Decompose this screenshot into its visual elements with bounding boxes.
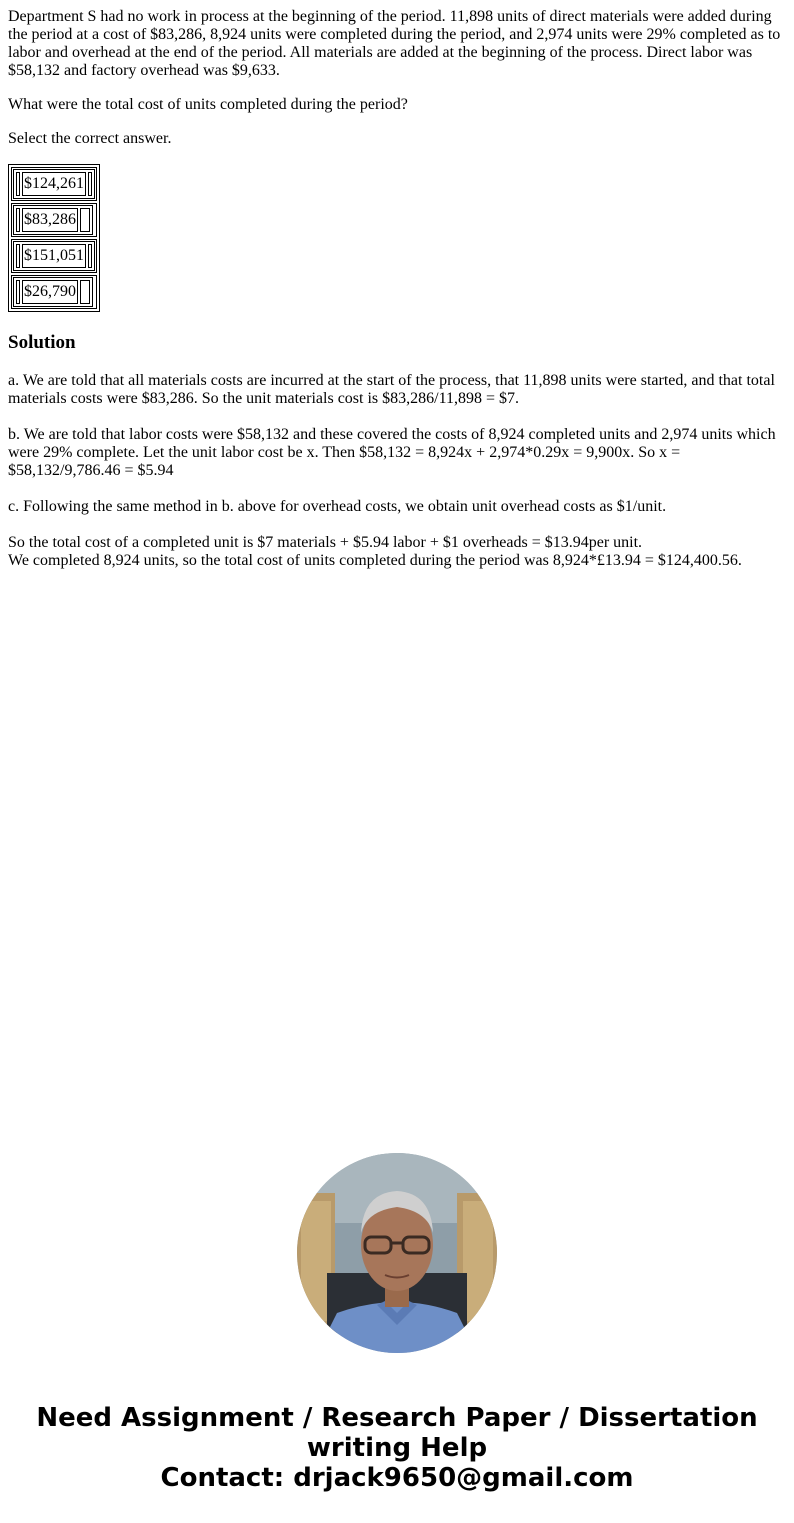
answer-option-cell[interactable] [11,275,97,309]
option-spacer [80,208,90,232]
option-spacer [80,280,90,304]
author-photo-image [297,1153,497,1353]
answer-option-label[interactable]: $83,286 [22,208,78,232]
answer-instruction: Select the correct answer. [8,130,172,147]
answer-option-row[interactable] [11,275,97,309]
question-body: Department S had no work in process at the beginning of the period. 11,898 units of direct materials were added during the period at a cost of $83,286, 8,924 units were completed during the period, and 2,974 units were 29% completed as to labor and overhead at the end of the period. All materials are added at the beginning of the process. Direct labor was $58,132 and factory overhead was $9,633. [8,8,781,79]
option-spacer [16,172,20,196]
solution-total-line-1: So the total cost of a completed unit is $7 materials + $5.94 labor + $1 overheads = $13.94per unit. [8,534,643,551]
answer-option-inner [13,241,95,271]
option-spacer [88,172,92,196]
question-prompt: What were the total cost of units completed during the period? [8,96,408,113]
promo-banner [0,1403,794,1493]
answer-option-label[interactable]: $124,261 [22,172,86,196]
promo-contact[interactable]: Contact: drjack9650@gmail.com [160,1463,634,1493]
author-photo [297,1153,497,1353]
answer-option-inner [13,205,93,235]
promo-line-2: writing Help [306,1433,488,1463]
promo-line-1: Need Assignment / Research Paper / Dissertation [36,1403,758,1433]
answer-option-row[interactable] [11,203,97,237]
option-spacer [88,244,92,268]
solution-total-line-2: We completed 8,924 units, so the total cost of units completed during the period was 8,924*£13.94 = $124,400.56. [8,552,742,569]
answer-option-cell[interactable] [11,239,97,273]
answer-option-cell[interactable] [11,203,97,237]
answer-option-label[interactable]: $151,051 [22,244,86,268]
answer-option-inner [13,169,95,199]
answer-option-label[interactable]: $26,790 [22,280,78,304]
answer-option-row[interactable] [11,167,97,201]
option-spacer [16,244,20,268]
solution-part-c: c. Following the same method in b. above for overhead costs, we obtain unit overhead costs as $1/unit. [8,498,667,515]
answer-option-row[interactable] [11,239,97,273]
page-content [0,0,794,570]
solution-heading: Solution [8,332,76,353]
option-spacer [16,280,20,304]
answer-option-cell[interactable] [11,167,97,201]
option-spacer [16,208,20,232]
solution-part-b: b. We are told that labor costs were $58,132 and these covered the costs of 8,924 completed units and 2,974 units which were 29% complete. Let the unit labor cost be x. Then $58,132 = 8,924x + 2,974*0.29x = 9,900x. So x = $58,132/9,786.46 = $5.94 [8,426,776,479]
solution-part-a: a. We are told that all materials costs are incurred at the start of the process, that 11,898 units were started, and that total materials costs were $83,286. So the unit materials cost is $83,286/11,898 = $7. [8,372,775,407]
answer-option-inner [13,277,93,307]
answer-options-table [8,164,100,312]
